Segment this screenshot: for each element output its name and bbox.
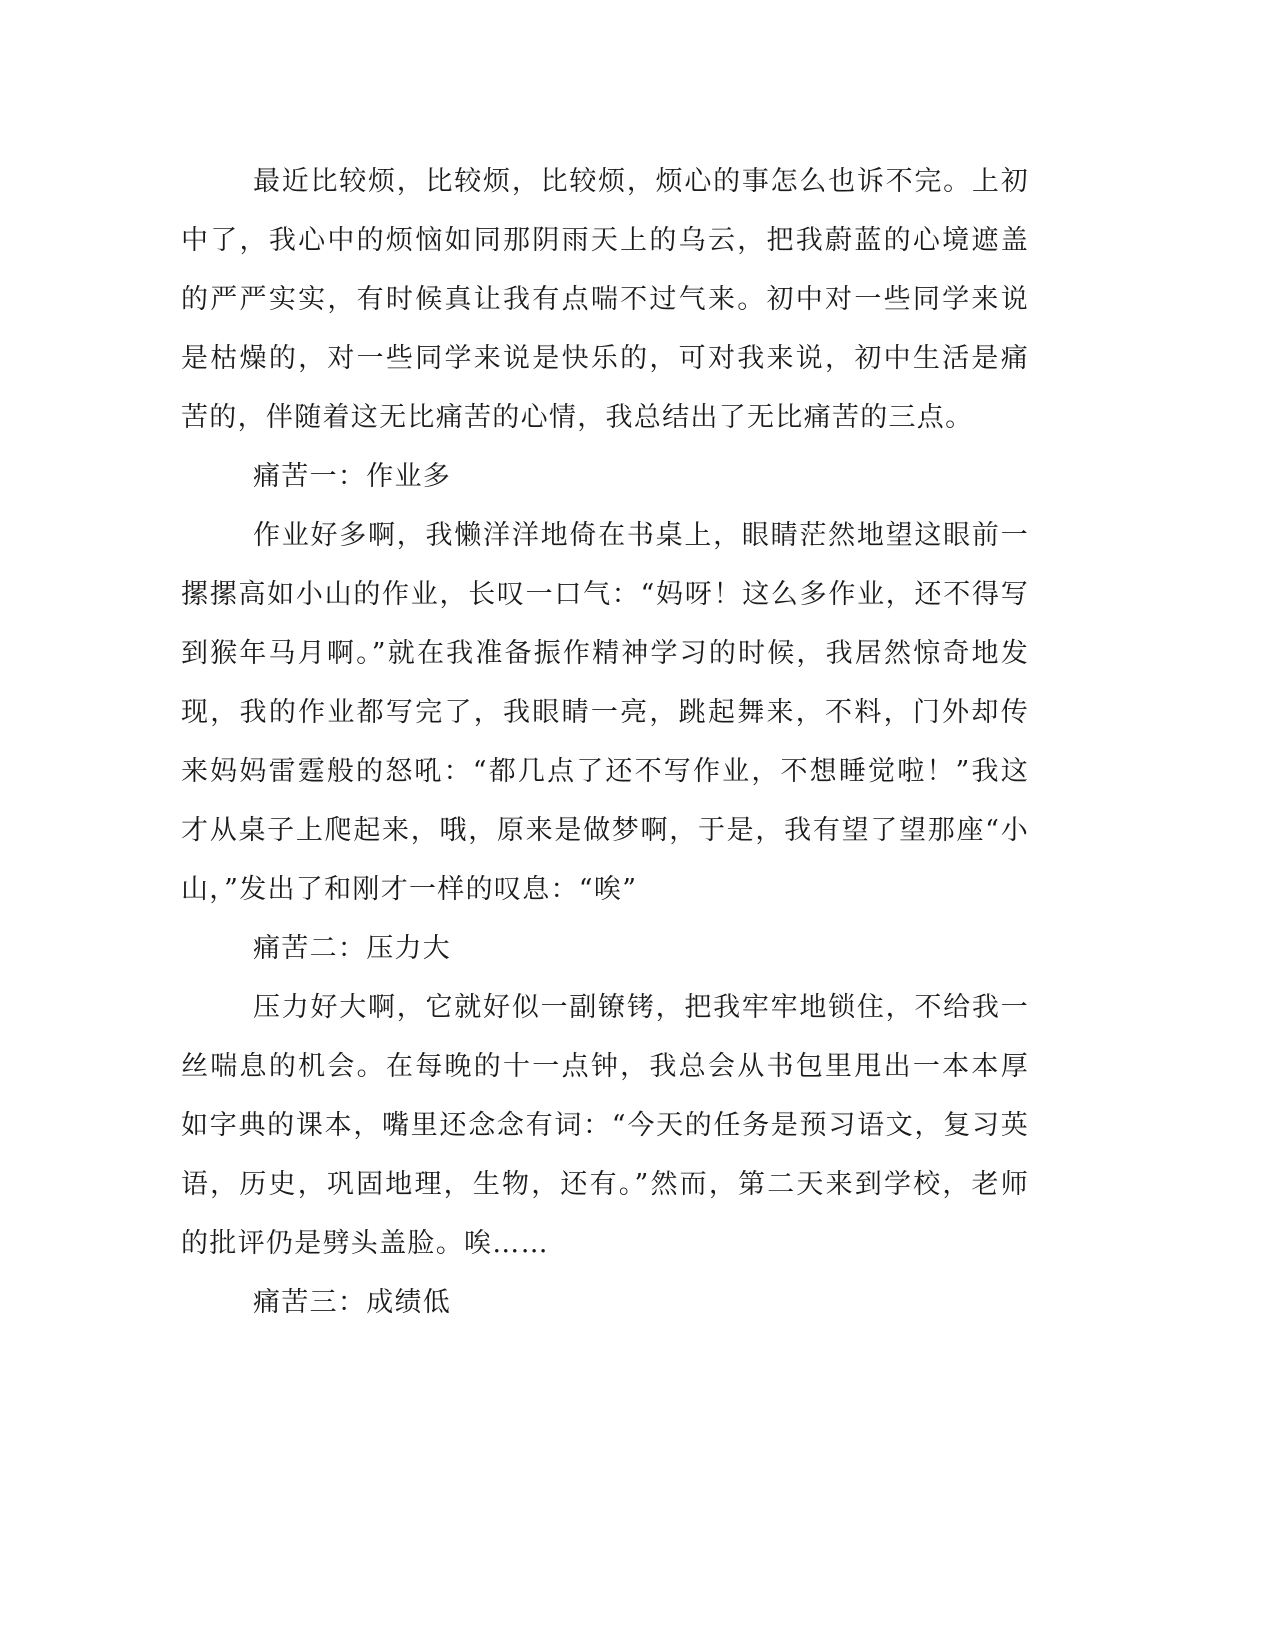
document-body — [181, 152, 1029, 1332]
section-heading-homework: 痛苦一：作业多 — [253, 461, 452, 492]
homework-paragraph: 作业好多啊，我懒洋洋地倚在书桌上，眼睛茫然地望这眼前一摞摞高如小山的作业，长叹一口气：“妈呀！这么多作业，还不得写到猴年马月啊。”就在我准备振作精神学习的时候，我居然惊奇地发现，我的作业都写完了，我眼睛一亮，跳起舞来，不料，门外却传来妈妈雷霆般的怒吼：“都几点了还不写作业，不想睡觉啦！”我这才从桌子上爬起来，哦，原来是做梦啊，于是，我有望了望那座“小山，”发出了和刚才一样的叹息：“唉” — [181, 520, 1029, 905]
section-heading-pressure: 痛苦二：压力大 — [253, 933, 452, 964]
intro-paragraph: 最近比较烦，比较烦，比较烦，烦心的事怎么也诉不完。上初中了，我心中的烦恼如同那阴雨天上的乌云，把我蔚蓝的心境遮盖的严严实实，有时候真让我有点喘不过气来。初中对一些同学来说是枯燥的，对一些同学来说是快乐的，可对我来说，初中生活是痛苦的，伴随着这无比痛苦的心情，我总结出了无比痛苦的三点。 — [181, 166, 1029, 433]
pressure-paragraph: 压力好大啊，它就好似一副镣铐，把我牢牢地锁住，不给我一丝喘息的机会。在每晚的十一点钟，我总会从书包里甩出一本本厚如字典的课本，嘴里还念念有词：“今天的任务是预习语文，复习英语，历史，巩固地理，生物，还有。”然而，第二天来到学校，老师的批评仍是劈头盖脸。唉…… — [181, 992, 1029, 1259]
section-heading-grades: 痛苦三：成绩低 — [253, 1287, 452, 1318]
